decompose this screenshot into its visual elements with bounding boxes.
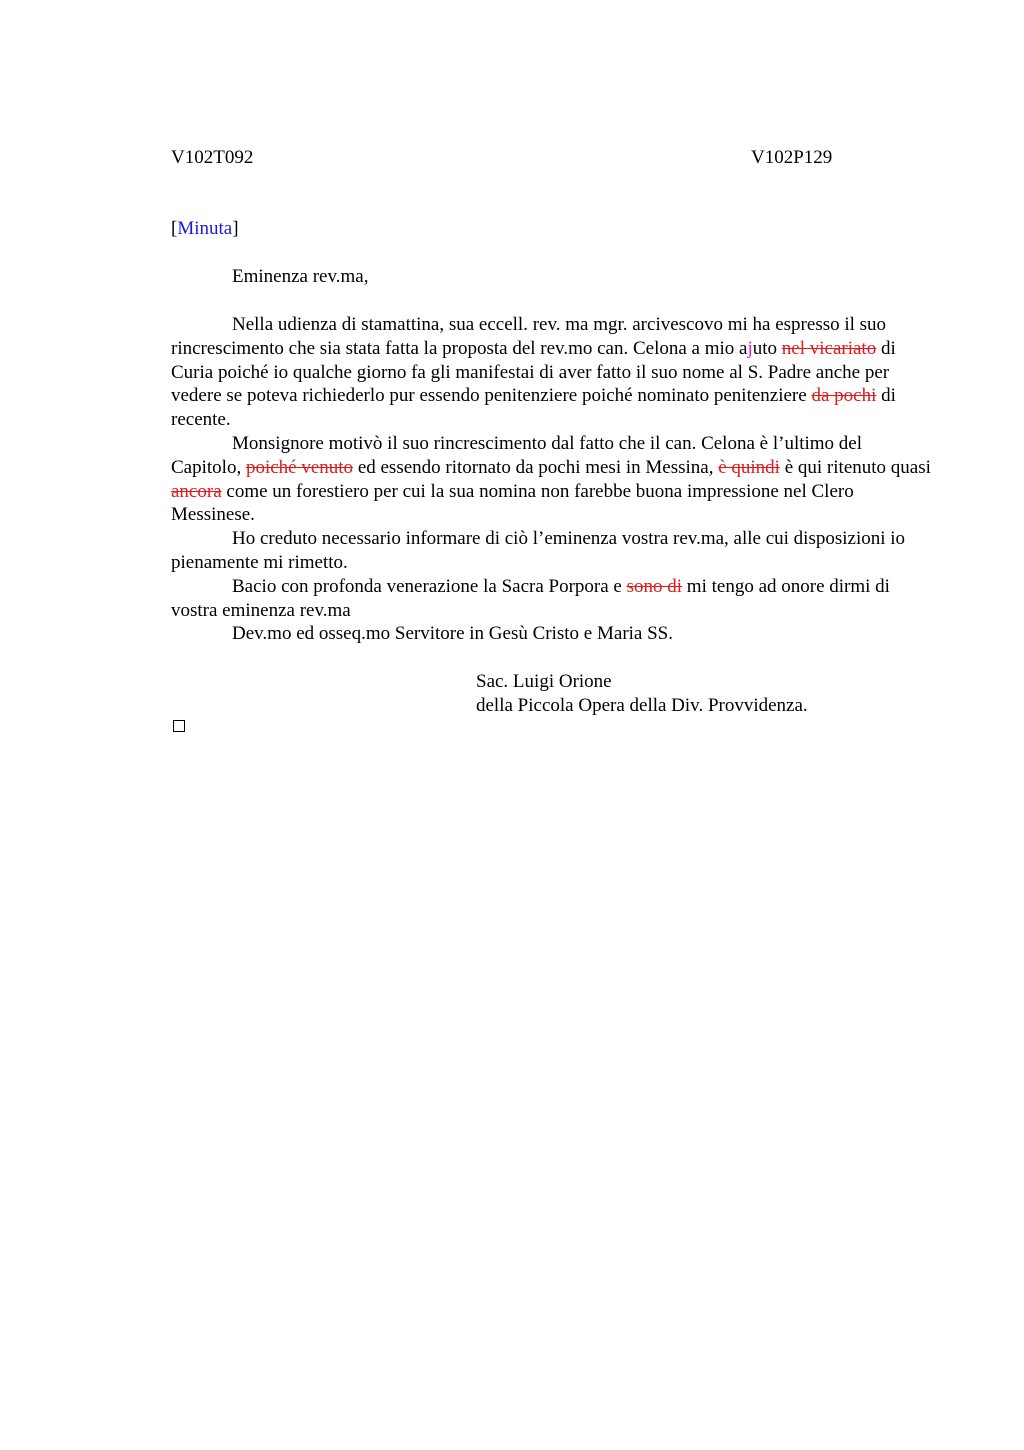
paragraph-5 xyxy=(171,622,931,646)
letter-body xyxy=(171,313,931,646)
text-run: Bacio con profonda venerazione la Sacra Porpora e xyxy=(232,575,627,597)
text-run: di Curia poiché io qualche giorno fa gli manifestai di aver fatto il suo nome al S. Padre anche per vedere se poteva richiederlo pur essendo penitenziere poiché nominato penitenziere xyxy=(171,337,896,407)
document-code-left: V102T092 xyxy=(171,147,254,168)
minuta-open-bracket: [ xyxy=(171,218,178,239)
text-run: di recente. xyxy=(171,385,896,431)
deletion: da pochi xyxy=(811,385,877,407)
text-run: mi tengo ad onore dirmi di vostra eminenza rev.ma xyxy=(171,575,890,621)
paragraph-4 xyxy=(171,575,931,623)
text-run: Dev.mo ed osseq.mo Servitore in Gesù Cristo e Maria SS. xyxy=(232,623,673,645)
end-square-icon xyxy=(173,720,185,732)
text-run: Monsignore motivò il suo rincrescimento dal fatto che il can. Celona è l’ultimo del Capitolo, xyxy=(171,432,863,478)
text-run: Nella udienza di stamattina, sua eccell. rev. ma mgr. arcivescovo mi ha espresso il suo rincrescimento che sia stata fatta la proposta del rev.mo can. Celona a mio a xyxy=(171,314,887,359)
deletion: poiché venuto xyxy=(245,456,354,478)
text-run: ed essendo ritornato da pochi mesi in Messina, xyxy=(353,456,719,478)
paragraph-2 xyxy=(171,432,931,527)
minuta-close-bracket: ] xyxy=(232,218,239,239)
paragraph-1 xyxy=(171,313,931,432)
minuta-label xyxy=(171,218,239,240)
signature-name: Sac. Luigi Orione xyxy=(476,671,612,692)
deletion: nel vicariato xyxy=(781,337,877,359)
salutation: Eminenza rev.ma, xyxy=(232,266,369,287)
insertion: j xyxy=(747,337,753,359)
text-run: come un forestiero per cui la sua nomina non farebbe buona impressione nel Clero Messinese. xyxy=(171,480,854,526)
text-run: uto xyxy=(752,337,782,359)
text-run: Ho creduto necessario informare di ciò l’eminenza vostra rev.ma, alle cui disposizioni io pienamente mi rimetto. xyxy=(171,528,906,573)
document-code-right: V102P129 xyxy=(751,147,833,168)
signature-block xyxy=(476,670,808,717)
deletion: è quindi xyxy=(718,456,780,478)
minuta-text: Minuta xyxy=(177,218,233,239)
deletion: ancora xyxy=(171,480,222,502)
text-run: è qui ritenuto quasi xyxy=(779,456,931,478)
document-page xyxy=(171,0,931,1450)
paragraph-3 xyxy=(171,527,931,575)
deletion: sono di xyxy=(626,575,683,597)
signature-title: della Piccola Opera della Div. Provvidenza. xyxy=(476,694,808,716)
